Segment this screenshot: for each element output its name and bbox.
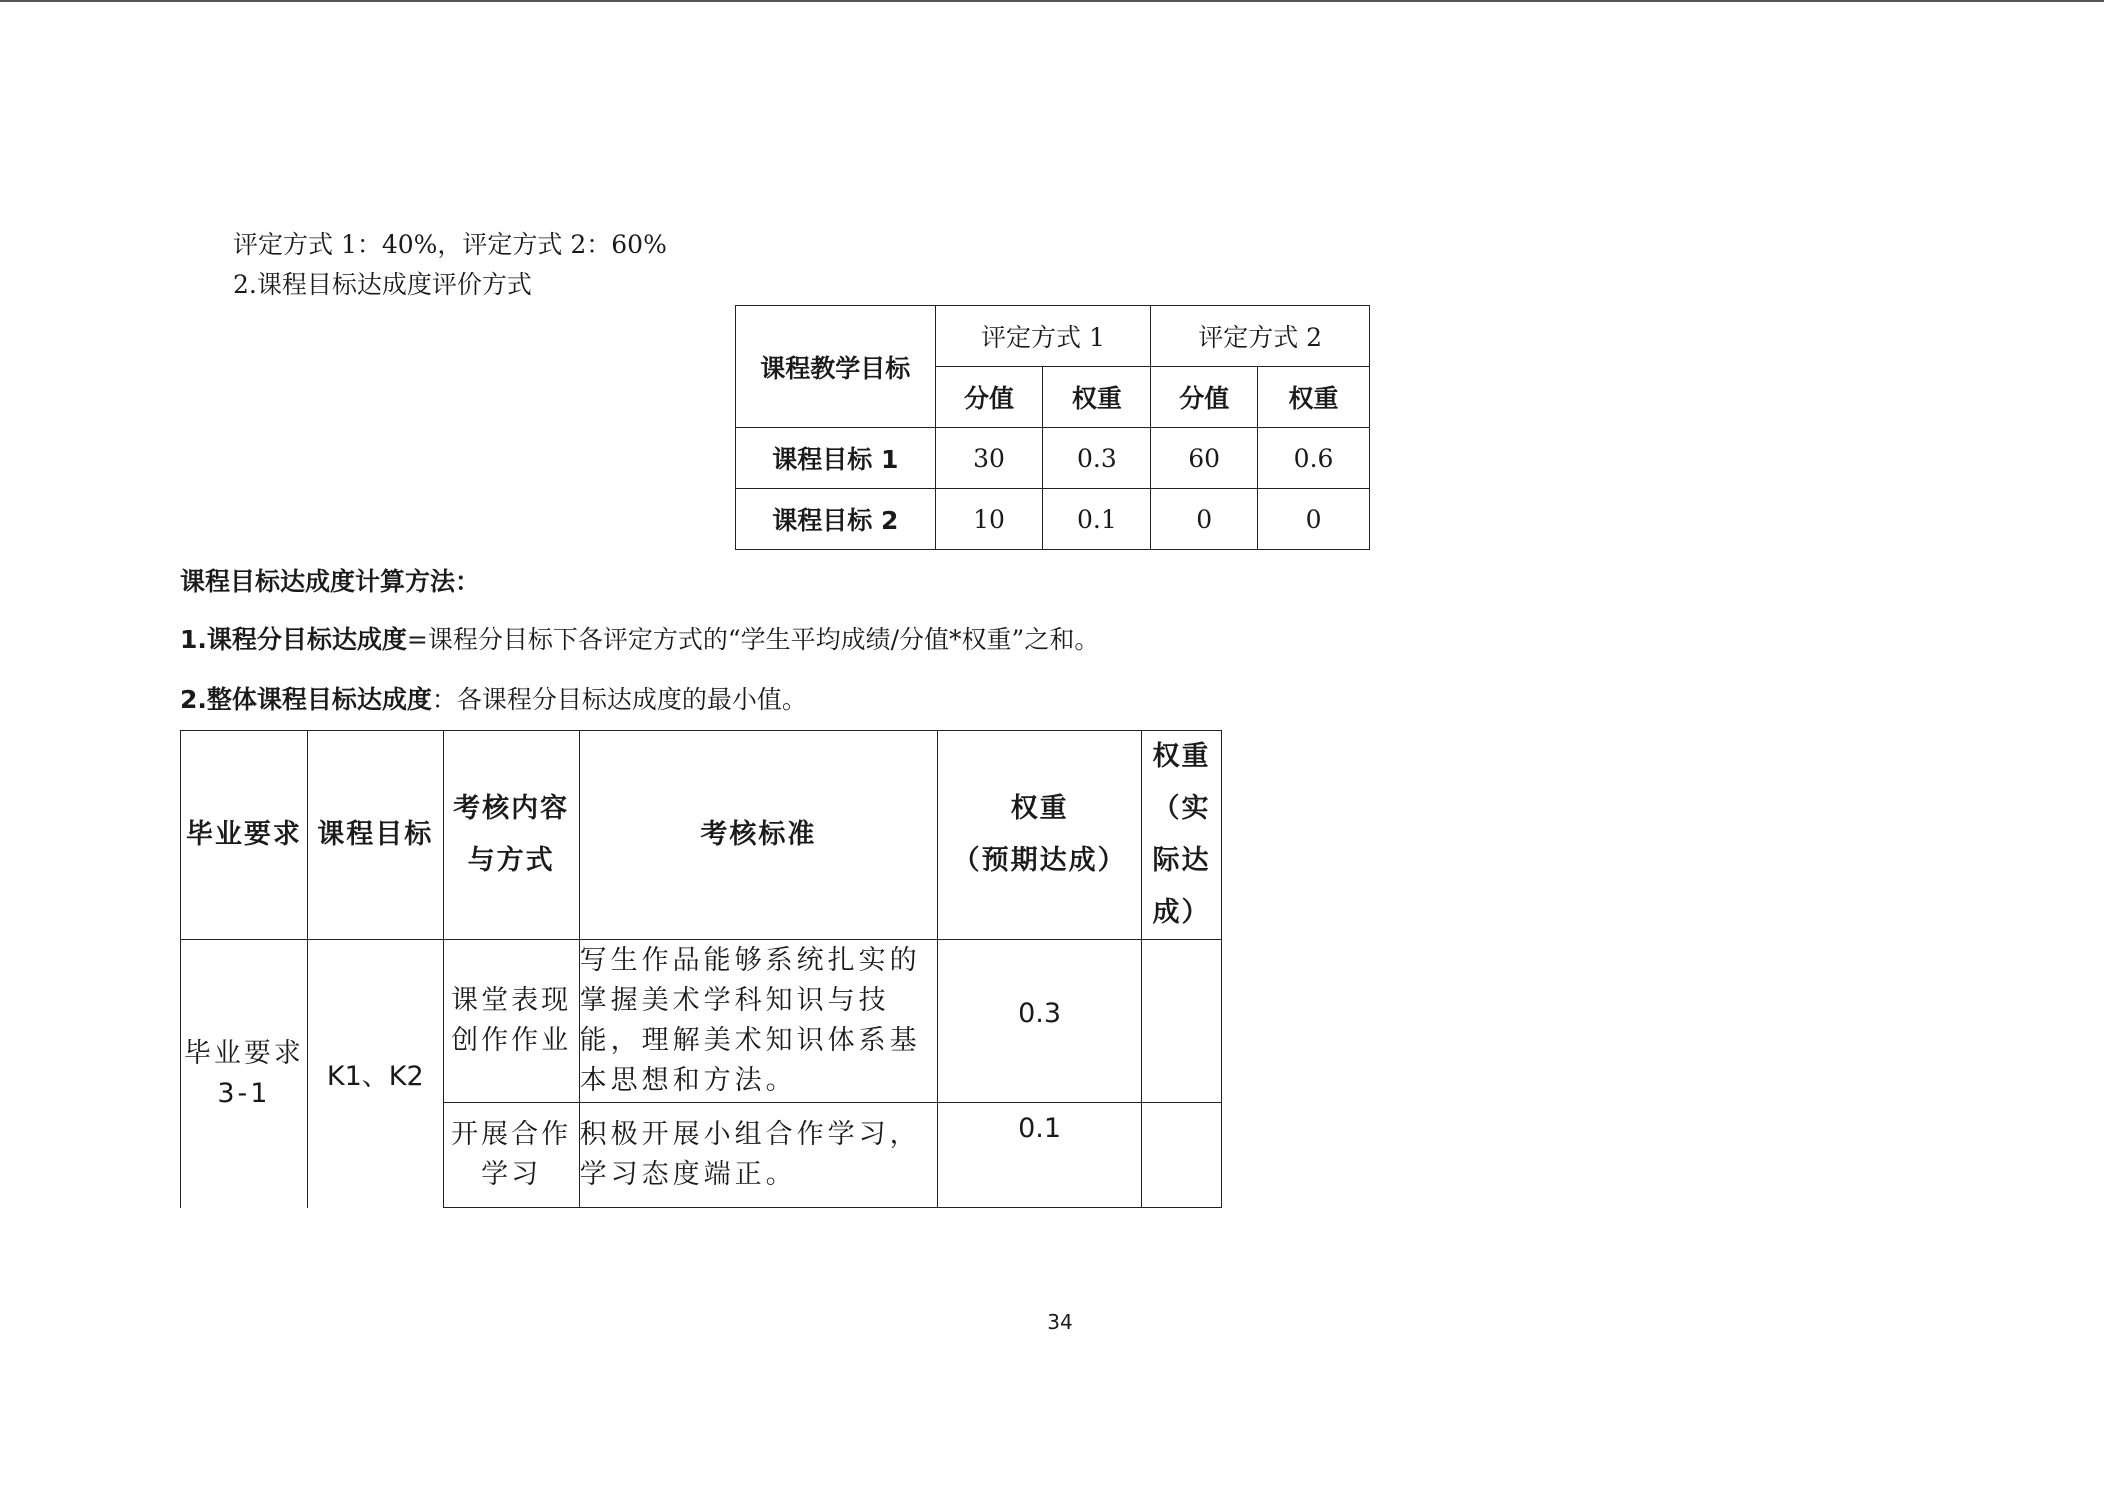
score-1: 10 bbox=[935, 489, 1043, 550]
page-top-border bbox=[0, 0, 2104, 2]
course-goal-cell: K1、K2 bbox=[307, 940, 443, 1208]
table-row bbox=[181, 940, 1222, 1103]
standard-cell: 积极开展小组合作学习，学习态度端正。 bbox=[579, 1103, 938, 1208]
actual-weight-cell bbox=[1141, 940, 1221, 1103]
header-content bbox=[443, 731, 579, 940]
weight-2: 0 bbox=[1258, 489, 1370, 550]
calc-method-title: 课程目标达成度计算方法： bbox=[180, 567, 481, 596]
header-score-1: 分值 bbox=[935, 367, 1043, 428]
header-graduation-req: 毕业要求 bbox=[181, 731, 308, 940]
graduation-req-cell bbox=[181, 940, 308, 1208]
row-goal-name: 课程目标 1 bbox=[736, 428, 936, 489]
calc-item-2 bbox=[180, 683, 807, 717]
table-row bbox=[736, 489, 1370, 550]
content-line-1: 课堂表现 bbox=[451, 985, 572, 1016]
graduation-req-line-2: 3-1 bbox=[217, 1077, 271, 1109]
header-method-2: 评定方式 2 bbox=[1151, 306, 1370, 367]
header-weight-line-2: （预期达成） bbox=[952, 845, 1127, 876]
content-cell bbox=[443, 1103, 579, 1208]
header-course-goal: 课程目标 bbox=[307, 731, 443, 940]
header-weight-1: 权重 bbox=[1043, 367, 1151, 428]
header-actual-line-3: 际达 bbox=[1152, 845, 1211, 876]
weight-cell: 0.3 bbox=[938, 940, 1142, 1103]
calc-item-2-desc: ：各课程分目标达成度的最小值。 bbox=[431, 685, 807, 714]
content-line-1: 开展合作 bbox=[451, 1119, 572, 1150]
weighting-text: 评定方式 1：40%，评定方式 2：60% bbox=[233, 230, 667, 259]
weight-1: 0.1 bbox=[1043, 489, 1151, 550]
table-row bbox=[736, 428, 1370, 489]
header-course-goal: 课程教学目标 bbox=[736, 306, 936, 428]
calc-item-1-desc: =课程分目标下各评定方式的“学生平均成绩/分值*权重”之和。 bbox=[406, 625, 1100, 654]
weight-1: 0.3 bbox=[1043, 428, 1151, 489]
header-weight-expected bbox=[938, 731, 1142, 940]
header-weight-actual bbox=[1141, 731, 1221, 940]
standard-cell: 写生作品能够系统扎实的掌握美术学科知识与技能，理解美术知识体系基本思想和方法。 bbox=[579, 940, 938, 1103]
page-number: 34 bbox=[1047, 1310, 1073, 1334]
calc-item-1 bbox=[180, 623, 1099, 657]
row-goal-name: 课程目标 2 bbox=[736, 489, 936, 550]
content-line-2: 创作作业 bbox=[451, 1025, 572, 1056]
header-actual-line-1: 权重 bbox=[1152, 741, 1211, 772]
header-weight-line-1: 权重 bbox=[1010, 793, 1069, 824]
assessment-table bbox=[180, 730, 1222, 1208]
calc-item-1-term: 1.课程分目标达成度 bbox=[180, 625, 407, 654]
graduation-req-line-1: 毕业要求 bbox=[183, 1037, 304, 1069]
weight-2: 0.6 bbox=[1258, 428, 1370, 489]
calc-item-2-term: 2.整体课程目标达成度 bbox=[180, 685, 432, 714]
header-actual-line-4: 成） bbox=[1152, 897, 1211, 928]
header-content-line-1: 考核内容 bbox=[453, 793, 570, 824]
header-actual-line-2: （实 bbox=[1152, 793, 1211, 824]
header-weight-2: 权重 bbox=[1258, 367, 1370, 428]
header-method-1: 评定方式 1 bbox=[935, 306, 1151, 367]
score-2: 0 bbox=[1151, 489, 1258, 550]
header-content-line-2: 与方式 bbox=[467, 845, 555, 876]
content-cell bbox=[443, 940, 579, 1103]
header-standard: 考核标准 bbox=[579, 731, 938, 940]
actual-weight-cell bbox=[1141, 1103, 1221, 1208]
score-1: 30 bbox=[935, 428, 1043, 489]
section-heading: 2.课程目标达成度评价方式 bbox=[233, 270, 532, 299]
evaluation-method-table bbox=[735, 305, 1370, 550]
weight-cell: 0.1 bbox=[938, 1103, 1142, 1208]
content-line-2: 学习 bbox=[481, 1159, 542, 1190]
header-score-2: 分值 bbox=[1151, 367, 1258, 428]
score-2: 60 bbox=[1151, 428, 1258, 489]
